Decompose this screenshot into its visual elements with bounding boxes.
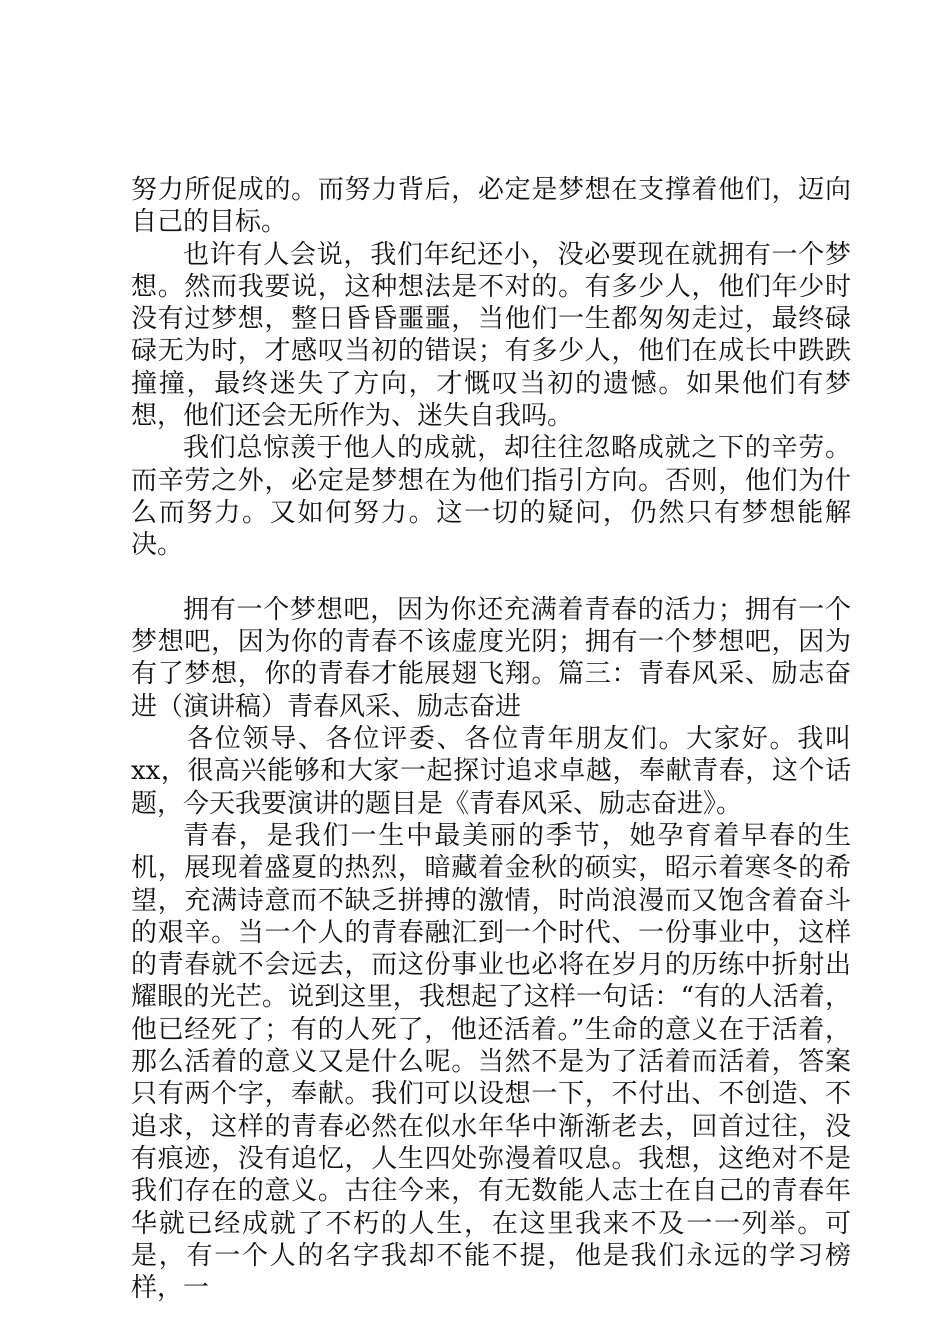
paragraph-6: 青春，是我们一生中最美丽的季节，她孕育着早春的生机，展现着盛夏的热烈，暗藏着金秋的硕实，昭示着寒冬的希望，充满诗意而不缺乏拼搏的激情，时尚浪漫而又饱含着奋斗的艰辛。当一个人的青春融汇到一个时代、一份事业中，这样的青春就不会远去，而这份事业也必将在岁月的历练中折射出耀眼的光芒。说到这里，我想起了这样一句话：“有的人活着，他已经死了；有的人死了，他还活着。”生命的意义在于活着，那么活着的意义又是什么呢。当然不是为了活着而活着，答案只有两个字，奉献。我们可以设想一下，不付出、不创造、不追求，这样的青春必然在似水年华中渐渐老去，回首过往，没有痕迹，没有追忆，人生四处弥漫着叹息。我想，这绝对不是我们存在的意义。古往今来，有无数能人志士在自己的青春年华就已经成就了不朽的人生，在这里我来不及一一列举。可是，有一个人的名字我却不能不提，他是我们永远的学习榜样，一 [131,820,851,1304]
document-body [131,174,851,1304]
paragraph-5: 各位领导、各位评委、各位青年朋友们。大家好。我叫xx，很高兴能够和大家一起探讨追求卓越，奉献青春，这个话题，今天我要演讲的题目是《青春风采、励志奋进》。 [131,724,851,819]
paragraph-1: 努力所促成的。而努力背后，必定是梦想在支撑着他们，迈向自己的目标。 [131,175,851,238]
paragraph-4: 拥有一个梦想吧，因为你还充满着青春的活力；拥有一个梦想吧，因为你的青春不该虚度光阴；拥有一个梦想吧，因为有了梦想，你的青春才能展翅飞翔。篇三：青春风采、励志奋进（演讲稿）青春风采、励志奋进 [131,594,851,722]
paragraph-3: 我们总惊羡于他人的成就，却往往忽略成就之下的辛劳。而辛劳之外，必定是梦想在为他们指引方向。否则，他们为什么而努力。又如何努力。这一切的疑问，仍然只有梦想能解决。 [131,433,851,561]
paragraph-2: 也许有人会说，我们年纪还小，没必要现在就拥有一个梦想。然而我要说，这种想法是不对的。有多少人，他们年少时没有过梦想，整日昏昏噩噩，当他们一生都匆匆走过，最终碌碌无为时，才感叹当初的错误；有多少人，他们在成长中跌跌撞撞，最终迷失了方向，才慨叹当初的遗憾。如果他们有梦想，他们还会无所作为、迷失自我吗。 [131,239,851,432]
